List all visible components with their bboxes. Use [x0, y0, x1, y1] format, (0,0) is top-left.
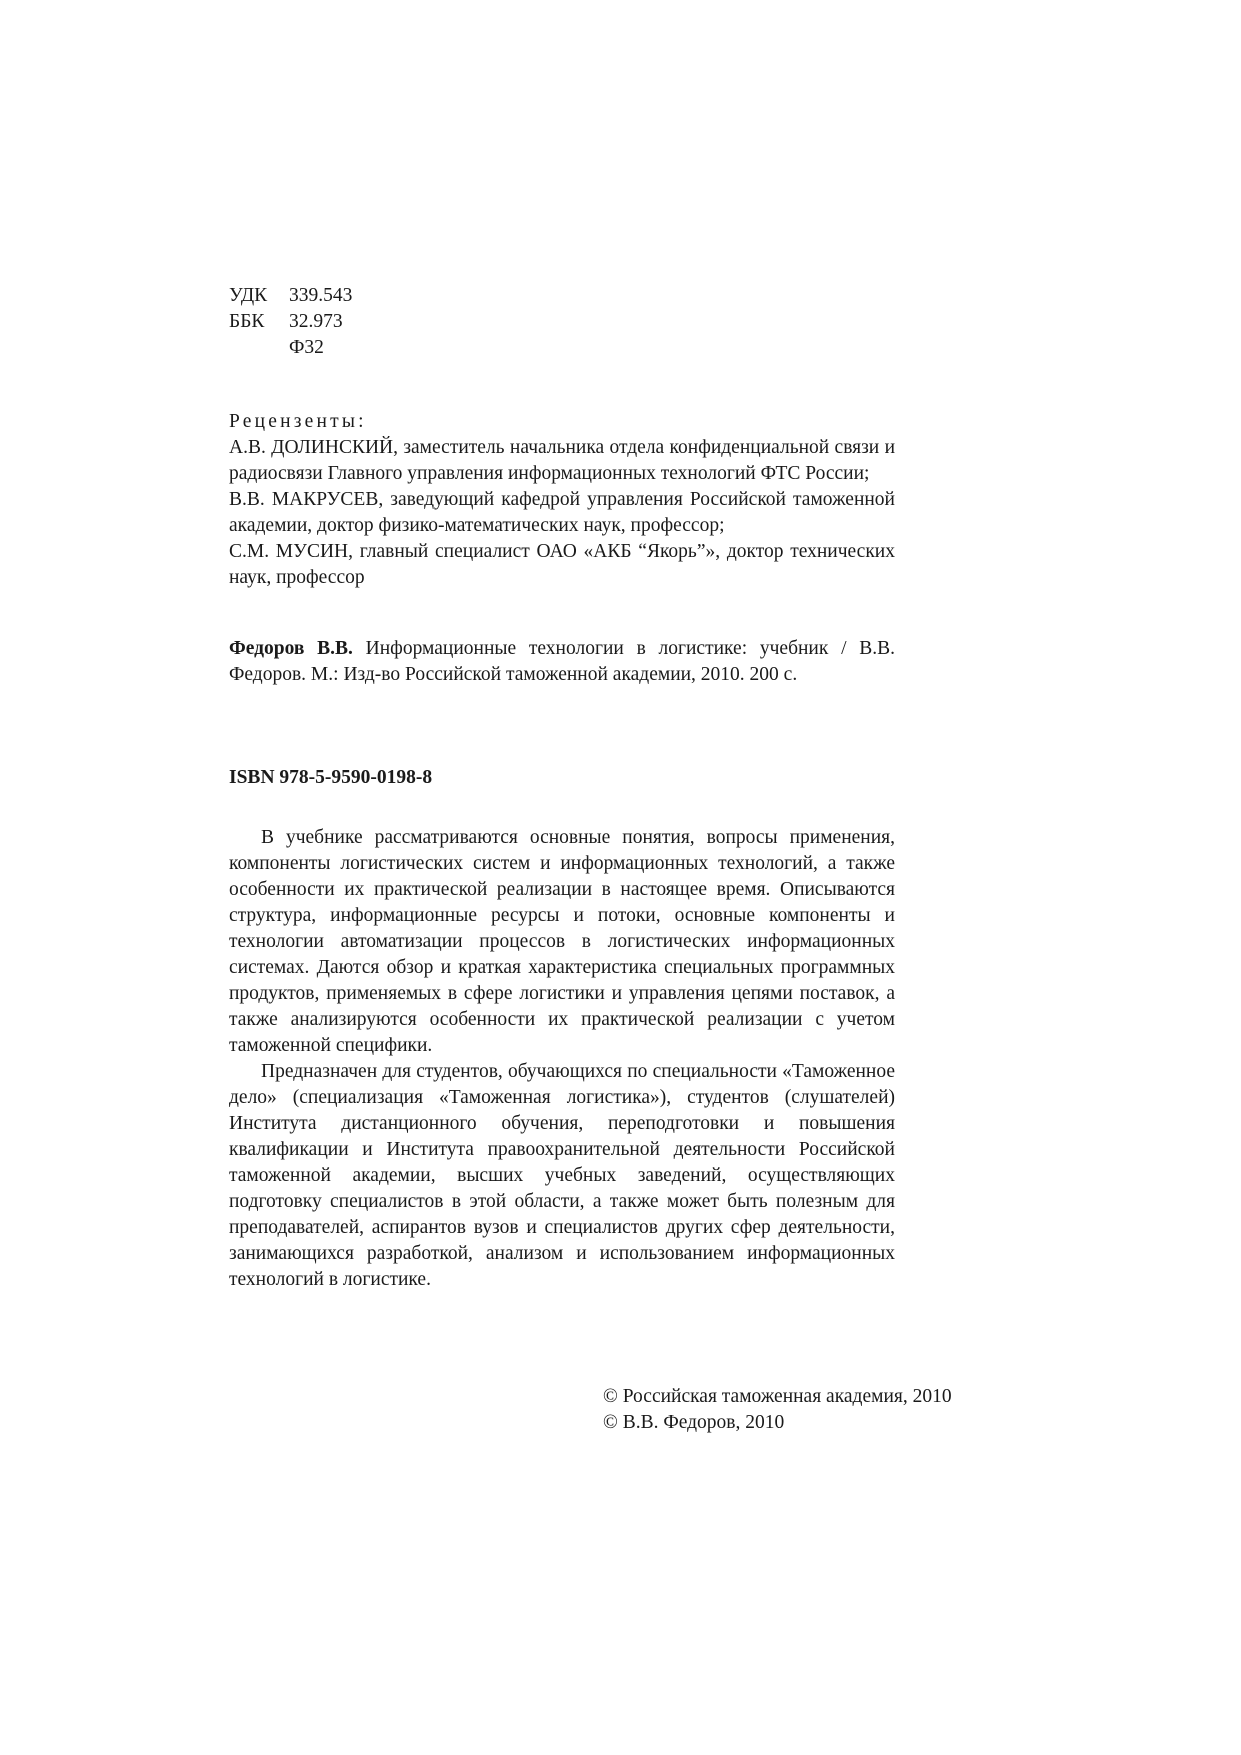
udk-row	[229, 283, 352, 309]
reviewers-heading: Рецензенты:	[229, 411, 367, 432]
citation-text: Информационные технологии в логистике: учебник / В.В. Федоров. М.: Изд-во Российской таможенной академии, 2010. 200 с.	[229, 638, 896, 685]
reviewers-section	[229, 409, 895, 591]
bbk-label: ББК	[229, 311, 265, 332]
abstract-paragraph: Предназначен для студентов, обучающихся по специальности «Таможенное дело» (специализация «Таможенная логистика»), студентов (слушателей) Института дистанционного обучения, переподготовки и повышения квалификации и Института правоохранительной деятельности Российской таможенной академии, высших учебных заведений, осуществляющих подготовку специалистов в этой области, а также может быть полезным для преподавателей, аспирантов вузов и специалистов других сфер деятельности, занимающихся разработкой, анализом и использованием информационных технологий в логистике.	[229, 1061, 895, 1290]
classification-codes	[229, 283, 352, 361]
reviewer-item: В.В. МАКРУСЕВ, заведующий кафедрой управления Российской таможенной академии, доктор физико-математических наук, профессор;	[229, 489, 895, 536]
udk-value: 339.543	[289, 285, 353, 306]
author-mark-spacer	[229, 335, 289, 361]
reviewer-item: А.В. ДОЛИНСКИЙ, заместитель начальника отдела конфиденциальной связи и радиосвязи Главного управления информационных технологий ФТС России;	[229, 437, 895, 484]
reviewer-item: С.М. МУСИН, главный специалист ОАО «АКБ “Якорь”», доктор технических наук, профессор	[229, 541, 895, 588]
udk-label: УДК	[229, 285, 268, 306]
copyright-line: © В.В. Федоров, 2010	[603, 1412, 785, 1433]
copyright-line: © Российская таможенная академия, 2010	[603, 1386, 952, 1407]
bbk-row	[229, 309, 352, 335]
abstract	[229, 825, 895, 1293]
abstract-paragraph: В учебнике рассматриваются основные понятия, вопросы применения, компоненты логистических систем и информационных технологий, а также особенности их практической реализации в настоящее время. Описываются структура, информационные ресурсы и потоки, основные компоненты и технологии автоматизации процессов в логистических информационных системах. Даются обзор и краткая характеристика специальных программных продуктов, применяемых в сфере логистики и управления цепями поставок, а также анализируются особенности их практической реализации с учетом таможенной специфики.	[229, 827, 895, 1056]
copyright-notice	[603, 1384, 952, 1436]
bbk-value: 32.973	[289, 311, 343, 332]
bibliographic-citation	[229, 636, 895, 688]
author-mark: Ф32	[289, 337, 324, 358]
citation-author: Федоров В.В.	[229, 638, 353, 659]
isbn: ISBN 978-5-9590-0198-8	[229, 767, 433, 788]
author-mark-row	[229, 335, 352, 361]
